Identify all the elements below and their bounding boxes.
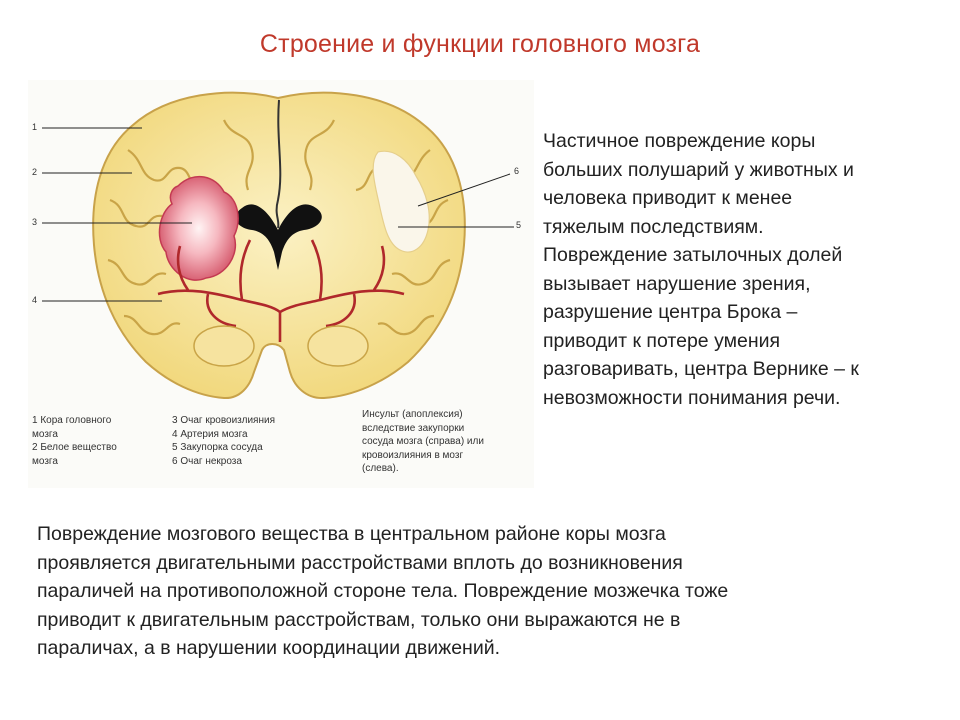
figure-label-5: 5 (516, 220, 522, 230)
slide-title: Строение и функции головного мозга (259, 30, 701, 58)
left-temporal-region (194, 326, 254, 366)
figure-legend-col1: 1 Кора головного мозга 2 Белое вещество мозга (32, 415, 117, 467)
figure-label-2: 2 (32, 167, 38, 177)
figure-label-3: 3 (32, 217, 38, 227)
right-paragraph: Частичное повреждение коры больших полушарий у животных и человека приводит к менее тяжелым последствиям. Повреждение затылочных долей вызывает нарушение зрения, разрушение центра Брока – приводит к потере умения разговаривать, центра Вернике – к невозможности понимания речи. (543, 130, 859, 409)
right-temporal-region (308, 326, 368, 366)
figure-legend-col3: Инсульт (апоплексия) вследствие закупорки сосуда мозга (справа) или кровоизлияния в мозг (слева). (362, 409, 484, 474)
figure-label-6: 6 (514, 166, 520, 176)
figure-label-4: 4 (32, 295, 38, 305)
brain-illustration (28, 80, 534, 488)
figure-legend-col2: 3 Очаг кровоизлияния 4 Артерия мозга 5 Закупорка сосуда 6 Очаг некроза (172, 415, 275, 467)
bottom-paragraph: Повреждение мозгового вещества в центральном районе коры мозга проявляется двигательными расстройствами вплоть до возникновения параличей на противоположной стороне тела. Повреждение мозжечка тоже приводит к двигательным расстройствам, только они выражаются не в параличах, а в нарушении координации движений. (37, 523, 729, 660)
figure-label-1: 1 (32, 122, 38, 132)
